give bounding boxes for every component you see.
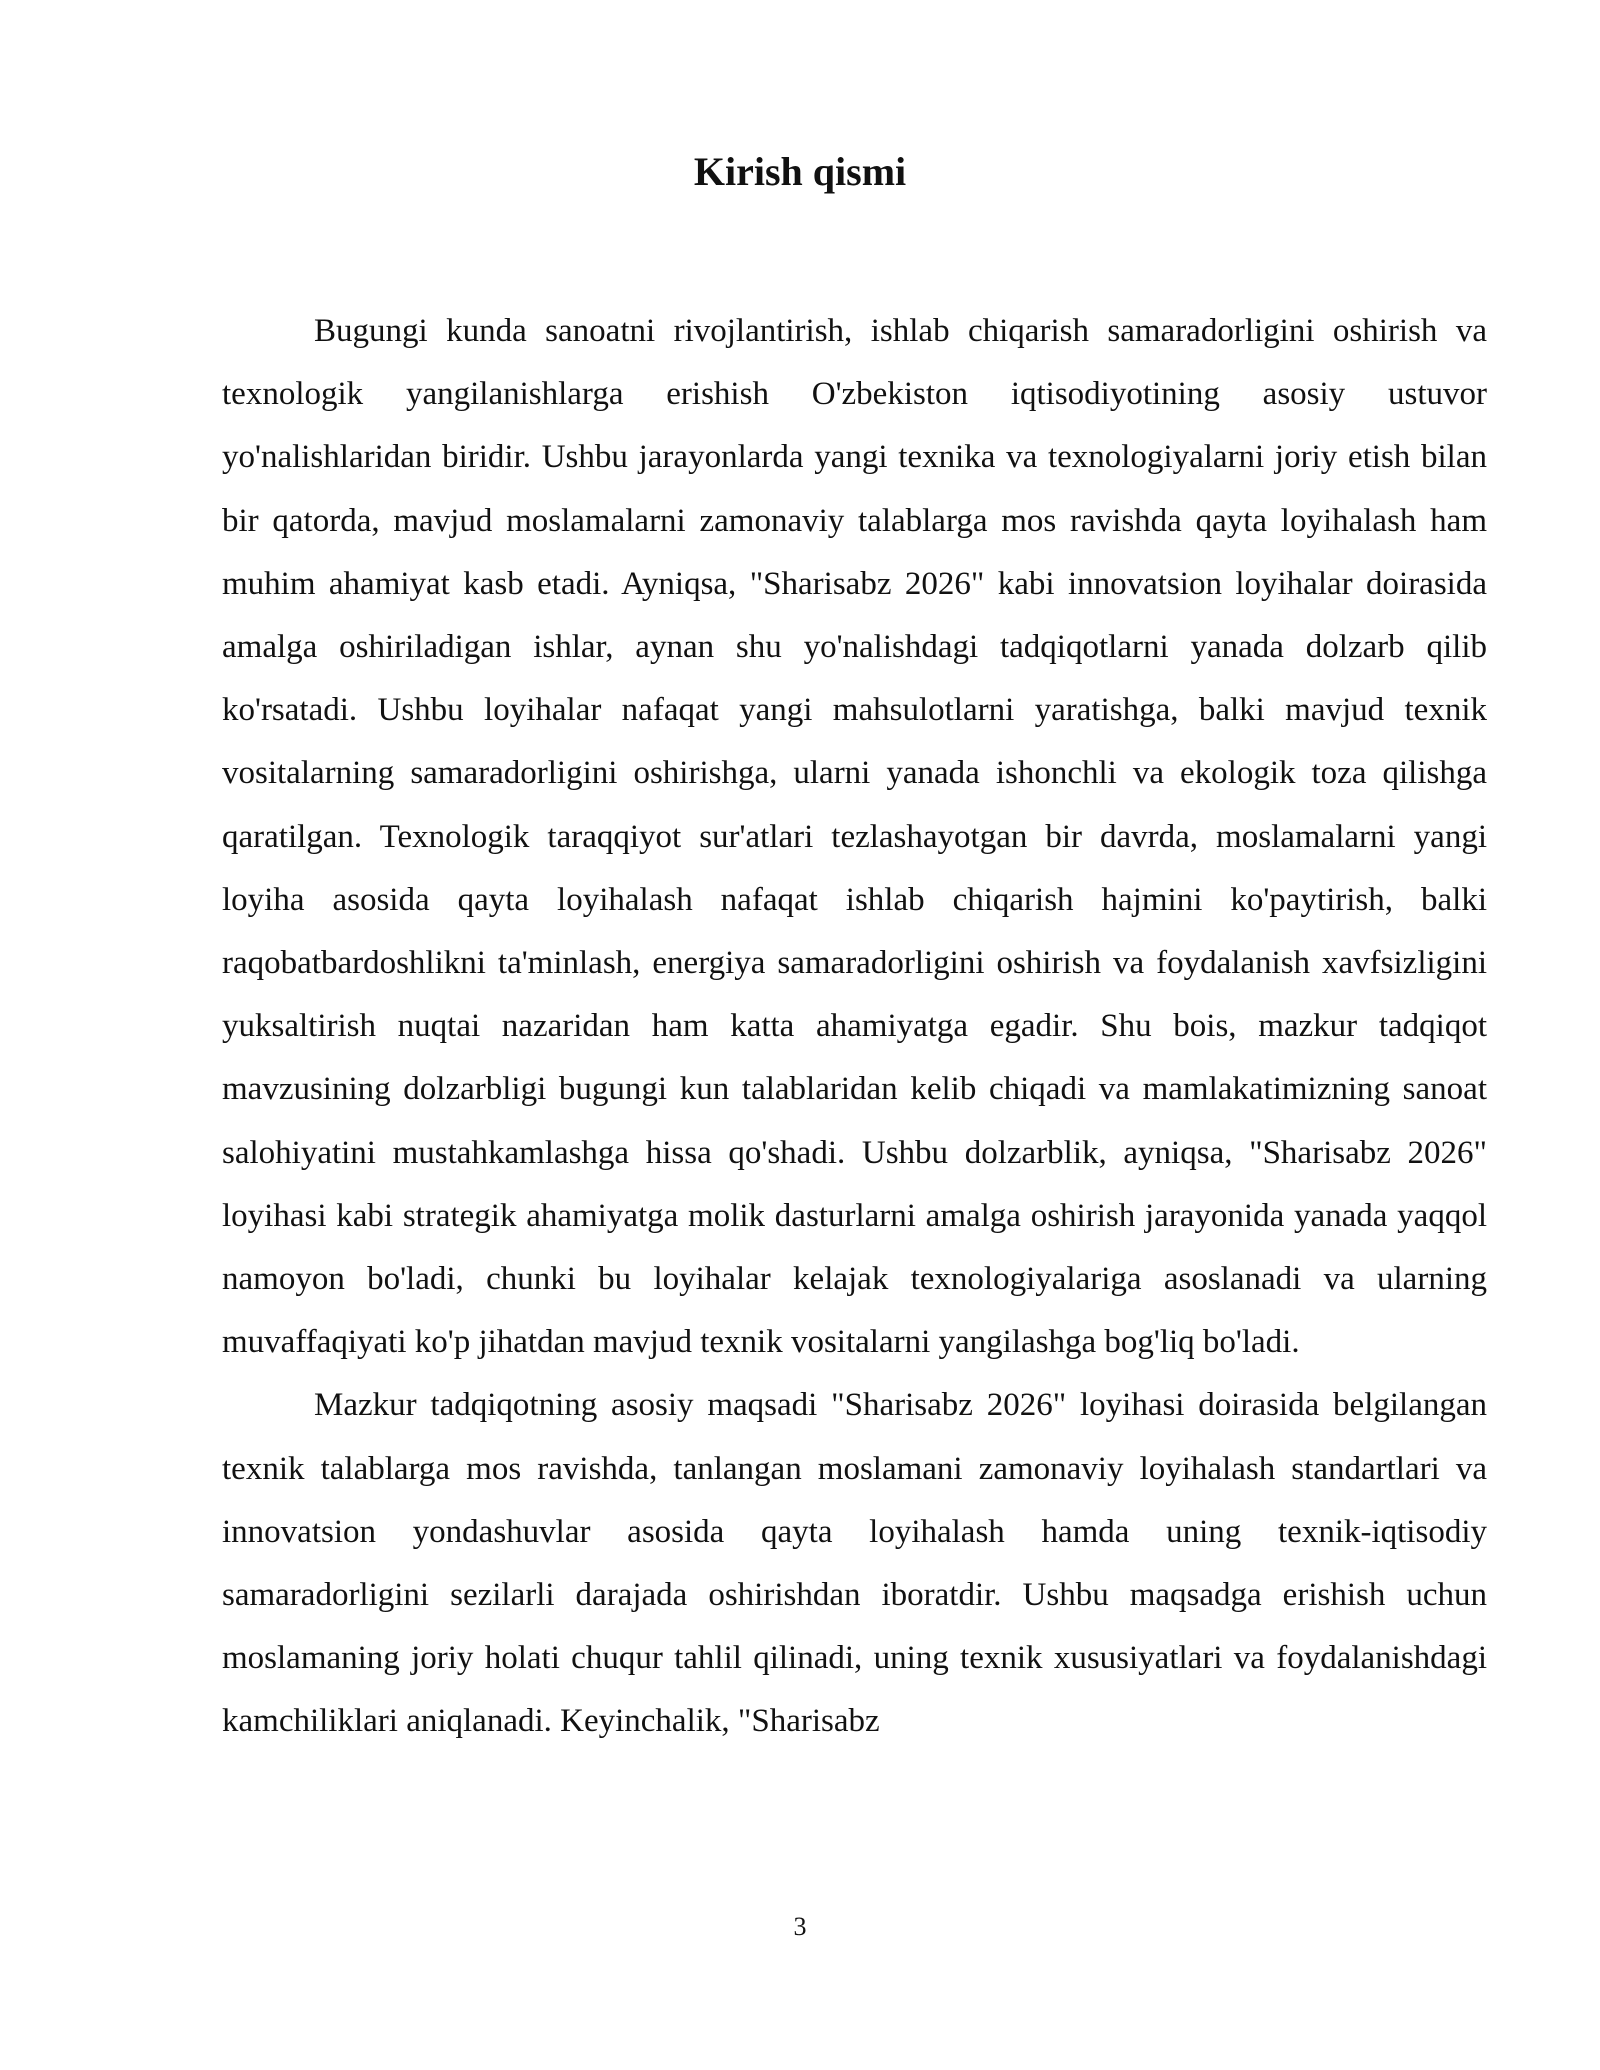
body-text xyxy=(222,300,1487,1754)
page-title: Kirish qismi xyxy=(693,149,907,194)
paragraph-1: Bugungi kunda sanoatni rivojlantirish, ishlab chiqarish samaradorligini oshirish va texnologik yangilanishlarga erishish O'zbekiston iqtisodiyotining asosiy ustuvor yo'nalishlaridan biridir. Ushbu jarayonlarda yangi texnika va texnologiyalarni joriy etish bilan bir qatorda, mavjud moslamalarni zamonaviy talablarga mos ravishda qayta loyihalash ham muhim ahamiyat kasb etadi. Ayniqsa, "Sharisabz 2026" kabi innovatsion loyihalar doirasida amalga oshiriladigan ishlar, aynan shu yo'nalishdagi tadqiqotlarni yanada dolzarb qilib ko'rsatadi. Ushbu loyihalar nafaqat yangi mahsulotlarni yaratishga, balki mavjud texnik vositalarning samaradorligini oshirishga, ularni yanada ishonchli va ekologik toza qilishga qaratilgan. Texnologik taraqqiyot sur'atlari tezlashayotgan bir davrda, moslamalarni yangi loyiha asosida qayta loyihalash nafaqat ishlab chiqarish hajmini ko'paytirish, balki raqobatbardoshlikni ta'minlash, energiya samaradorligini oshirish va foydalanish xavfsizligini yuksaltirish nuqtai nazaridan ham katta ahamiyatga egadir. Shu bois, mazkur tadqiqot mavzusining dolzarbligi bugungi kun talablaridan kelib chiqadi va mamlakatimizning sanoat salohiyatini mustahkamlashga hissa qo'shadi. Ushbu dolzarblik, ayniqsa, "Sharisabz 2026" loyihasi kabi strategik ahamiyatga molik dasturlarni amalga oshirish jarayonida yanada yaqqol namoyon bo'ladi, chunki bu loyihalar kelajak texnologiyalariga asoslanadi va ularning muvaffaqiyati ko'p jihatdan mavjud texnik vositalarni yangilashga bog'liq bo'ladi. xyxy=(222,313,1487,1361)
paragraph-2: Mazkur tadqiqotning asosiy maqsadi "Sharisabz 2026" loyihasi doirasida belgilangan texnik talablarga mos ravishda, tanlangan moslamani zamonaviy loyihalash standartlari va innovatsion yondashuvlar asosida qayta loyihalash hamda uning texnik-iqtisodiy samaradorligini sezilarli darajada oshirishdan iboratdir. Ushbu maqsadga erishish uchun moslamaning joriy holati chuqur tahlil qilinadi, uning texnik xususiyatlari va foydalanishdagi kamchiliklari aniqlanadi. Keyinchalik, "Sharisabz xyxy=(222,1387,1487,1740)
page-number: 3 xyxy=(793,1912,807,1941)
